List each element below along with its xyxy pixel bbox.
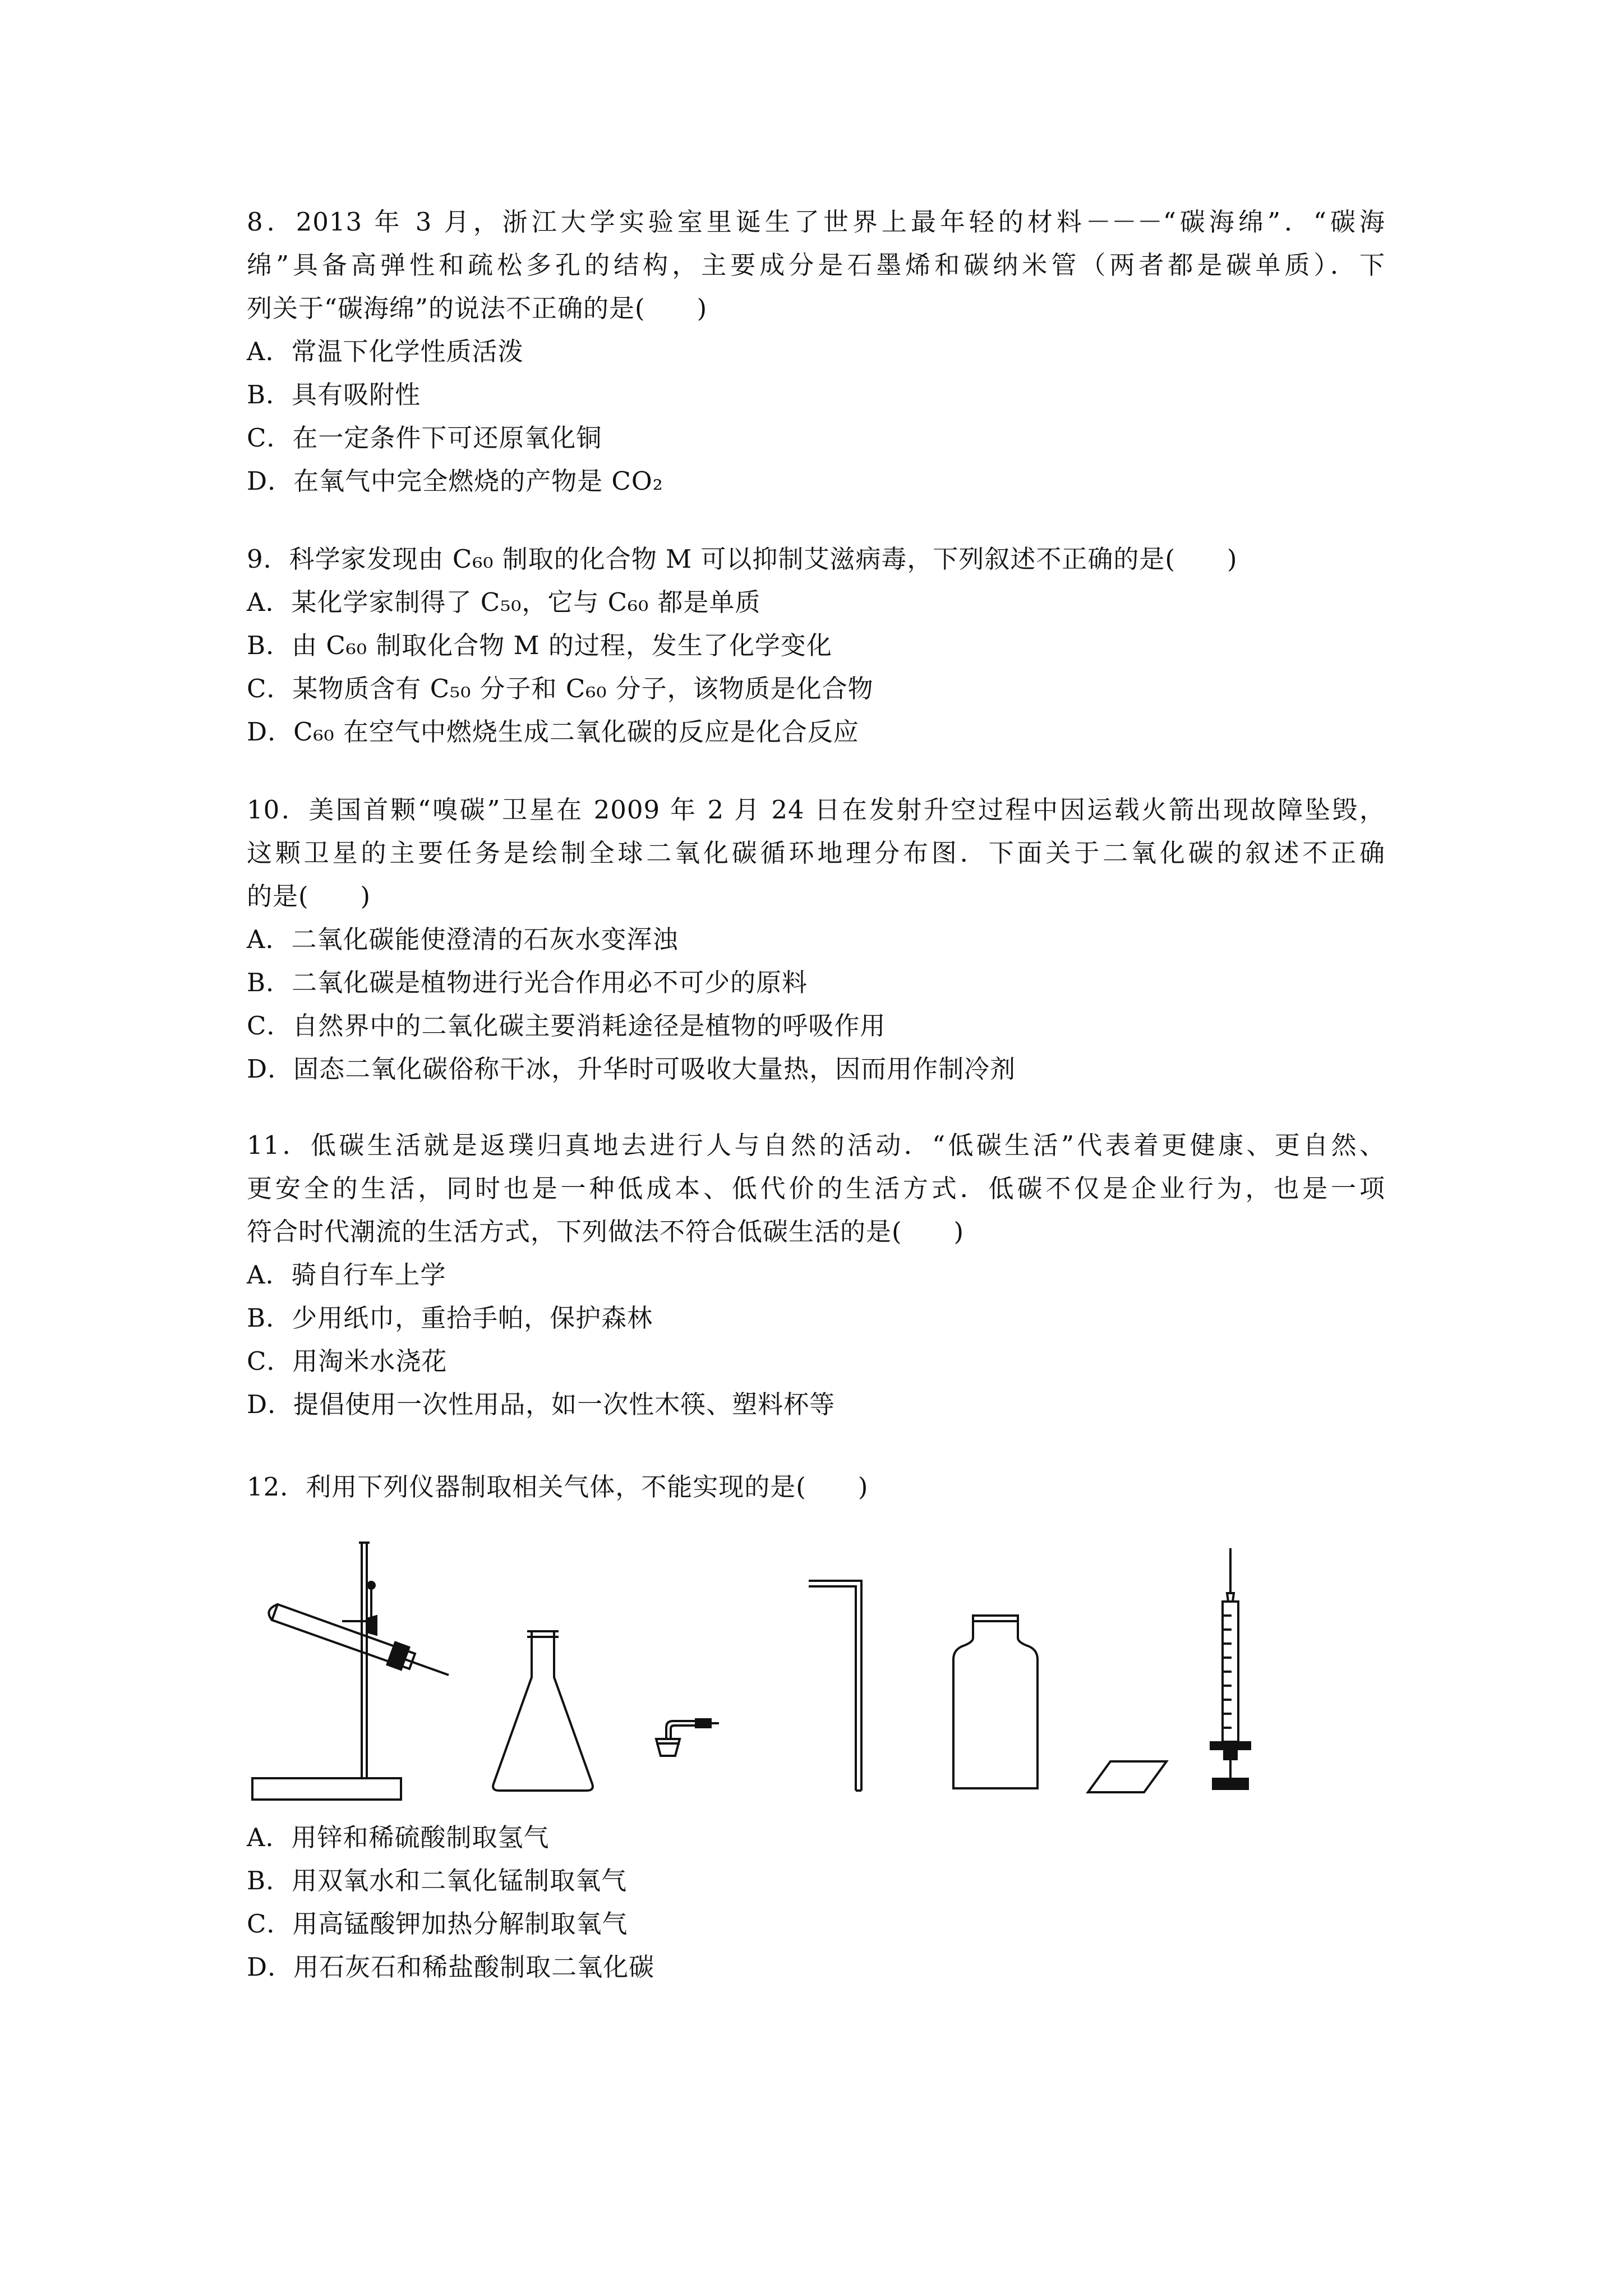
option-a: A．某化学家制得了 C₅₀，它与 C₆₀ 都是单质 (247, 587, 761, 617)
question-stem (247, 788, 1385, 918)
stem-line: 符合时代潮流的生活方式，下列做法不符合低碳生活的是( ) (247, 1217, 965, 1246)
option-c: C．用淘米水浇花 (247, 1346, 448, 1376)
lab-apparatus-figure (247, 1531, 1312, 1812)
option-b: B．具有吸附性 (247, 380, 421, 409)
option-b: B．少用纸巾，重拾手帕，保护森林 (247, 1303, 653, 1333)
option-c: C．自然界中的二氧化碳主要消耗途径是植物的呼吸作用 (247, 1011, 886, 1041)
question-9 (247, 537, 1385, 753)
conical-flask-icon (493, 1631, 593, 1791)
question-stem (247, 200, 1385, 330)
stem-line: 绵”具备高弹性和疏松多孔的结构，主要成分是石墨烯和碳纳米管（两者都是碳单质）．下 (247, 250, 1385, 280)
stem-line: 11．低碳生活就是返璞归真地去进行人与自然的活动．“低碳生活”代表着更健康、更自然、 (247, 1130, 1385, 1160)
option-a: A．常温下化学性质活泼 (247, 337, 524, 366)
iron-stand-with-test-tube-icon (252, 1543, 449, 1800)
stem-line: 8．2013 年 3 月，浙江大学实验室里诞生了世界上最年轻的材料－－－“碳海绵”．“碳海 (247, 207, 1385, 237)
option-d: D．用石灰石和稀盐酸制取二氧化碳 (247, 1952, 655, 1982)
question-12-options (247, 1816, 1385, 1989)
stem-line: 9．科学家发现由 C₆₀ 制取的化合物 M 可以抑制艾滋病毒，下列叙述不正确的是( ) (247, 544, 1238, 574)
option-a: A．用锌和稀硫酸制取氢气 (247, 1823, 550, 1852)
option-d: D．固态二氧化碳俗称干冰，升华时可吸收大量热，因而用作制冷剂 (247, 1054, 1016, 1084)
gas-collection-bottle-icon (953, 1616, 1038, 1788)
option-b: B．二氧化碳是植物进行光合作用必不可少的原料 (247, 968, 808, 997)
question-8 (247, 200, 1385, 503)
syringe-icon (1210, 1548, 1251, 1789)
question-stem (247, 1124, 1385, 1253)
option-b: B．用双氧水和二氧化锰制取氧气 (247, 1866, 628, 1895)
option-b: B．由 C₆₀ 制取化合物 M 的过程，发生了化学变化 (247, 631, 832, 660)
option-d: D．C₆₀ 在空气中燃烧生成二氧化碳的反应是化合反应 (247, 717, 859, 747)
glass-plate-icon (1088, 1761, 1166, 1792)
stem-line: 更安全的生活，同时也是一种低成本、低代价的生活方式．低碳不仅是企业行为，也是一项 (247, 1174, 1385, 1203)
option-c: C．用高锰酸钾加热分解制取氧气 (247, 1909, 628, 1939)
option-d: D．在氧气中完全燃烧的产物是 CO₂ (247, 466, 663, 496)
option-a: A．二氧化碳能使澄清的石灰水变浑浊 (247, 924, 679, 954)
question-stem (247, 537, 1385, 581)
stem-line: 这颗卫星的主要任务是绘制全球二氧化碳循环地理分布图．下面关于二氧化碳的叙述不正确 (247, 838, 1385, 868)
option-d: D．提倡使用一次性用品，如一次性木筷、塑料杯等 (247, 1389, 836, 1419)
question-stem (247, 1465, 1385, 1508)
option-a: A．骑自行车上学 (247, 1260, 446, 1290)
stem-line: 10．美国首颗“嗅碳”卫星在 2009 年 2 月 24 日在发射升空过程中因运载火箭出现故障坠毁， (247, 795, 1385, 825)
question-10 (247, 788, 1385, 1091)
stem-line: 12．利用下列仪器制取相关气体，不能实现的是( ) (247, 1472, 869, 1502)
stem-line: 列关于“碳海绵”的说法不正确的是( ) (247, 293, 708, 323)
bent-glass-tube-icon (809, 1581, 861, 1791)
option-c: C．在一定条件下可还原氧化铜 (247, 423, 602, 453)
rubber-stopper-with-tube-icon (656, 1719, 719, 1756)
option-c: C．某物质含有 C₅₀ 分子和 C₆₀ 分子，该物质是化合物 (247, 674, 874, 703)
question-11 (247, 1124, 1385, 1426)
stem-line: 的是( ) (247, 881, 371, 911)
question-12 (247, 1465, 1385, 1508)
